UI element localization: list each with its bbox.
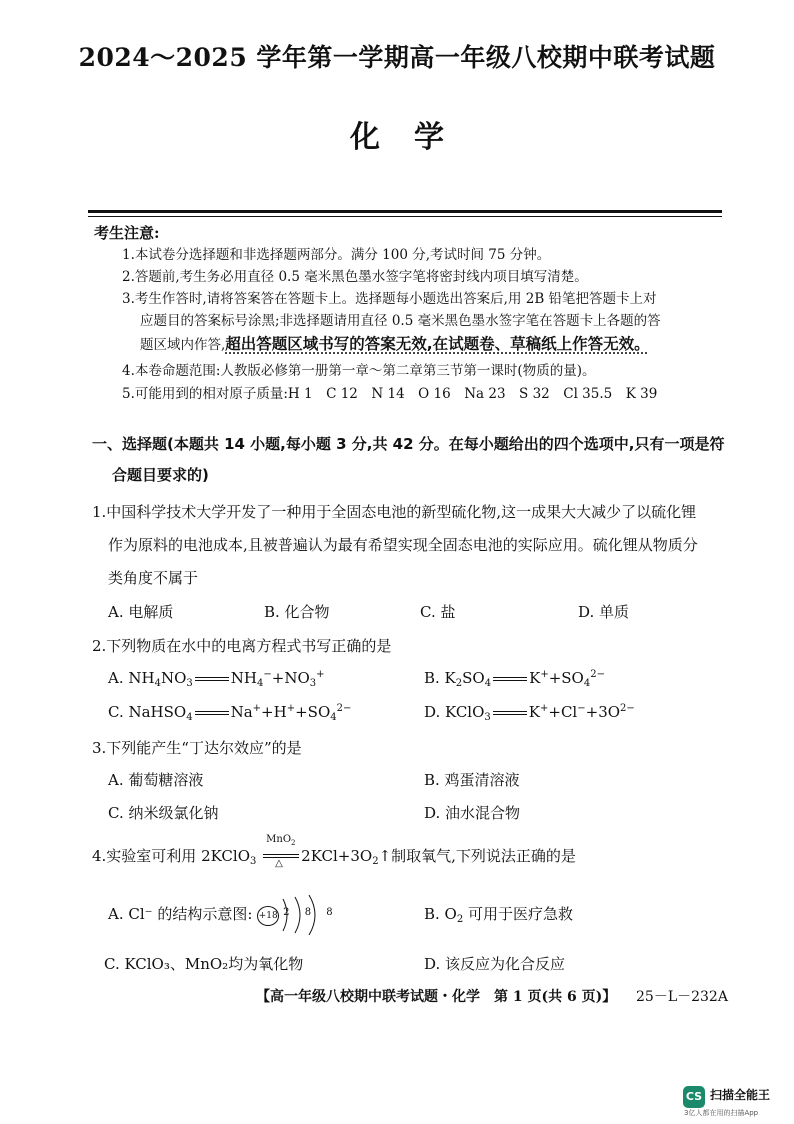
q3-option-b: B. 鸡蛋清溶液 [424, 771, 520, 789]
q1-stem-line2: 作为原料的电池成本,且被普遍认为最有希望实现全固态电池的实际应用。硫化锂从物质分 [108, 536, 698, 554]
q4-option-d: D. 该反应为化合反应 [424, 955, 566, 973]
cl-ion-structure-diagram [257, 905, 339, 925]
q1-stem-line1: 1.中国科学技术大学开发了一种用于全固态电池的新型硫化物,这一成果大大减少了以硫化锂 [92, 503, 697, 521]
q4-heat-symbol: △ [275, 858, 283, 869]
exam-title: 2024～2025 学年第一学期高一年级八校期中联考试题 [78, 43, 716, 72]
q4-option-c: C. KClO₃、MnO₂均为氧化物 [104, 955, 304, 973]
q4-stem-prefix: 4.实验室可利用 2KClO [92, 847, 250, 865]
header-rule-thick [88, 210, 722, 213]
q3-option-d: D. 油水混合物 [424, 804, 521, 822]
q3-option-c: C. 纳米级氯化钠 [108, 804, 219, 822]
q1-option-a: A. 电解质 [108, 603, 174, 621]
subject-title: 化学 [350, 120, 478, 155]
q4-option-a [108, 903, 339, 925]
notice-item-1: 1.本试卷分选择题和非选择题两部分。满分 100 分,考试时间 75 分钟。 [122, 247, 551, 263]
notice-heading: 考生注意: [94, 224, 160, 242]
q1-stem-line3: 类角度不属于 [108, 569, 199, 587]
q4-stem-suffix: ↑制取氧气,下列说法正确的是 [378, 847, 576, 865]
page-footer: 【高一年级八校期中联考试题・化学 第 1 页(共 6 页)】 [256, 989, 617, 1005]
q4-option-a-label: A. Cl⁻ 的结构示意图: [108, 905, 253, 923]
q2-option-c: C. NaHSO$_4$ $Na^++H^++SO_4^{2-}$ [108, 703, 352, 723]
q1-option-c: C. 盐 [420, 603, 456, 621]
q4-stem: 4.实验室可利用 2KClO$_3$ MnO$_2$ △ $2KCl+3O_2↑$制取氧气,下列说法正确的是 [92, 834, 576, 869]
notice-item-2: 2.答题前,考生务必用直径 0.5 毫米黑色墨水签字笔将密封线内项目填写清楚。 [122, 269, 588, 285]
q4-stem-mid: 2KCl+3O [301, 847, 373, 865]
q4-reaction-condition [261, 834, 301, 869]
electron-counts: 2 8 8 [283, 907, 339, 918]
paper-code: 25－L－232A [636, 989, 728, 1005]
q4-arrow-line-top [263, 854, 299, 855]
q1-option-d: D. 单质 [578, 603, 630, 621]
section-heading: 一、选择题(本题共 14 小题,每小题 3 分,共 42 分。在每小题给出的四个选项中,只有一项是符 [92, 435, 725, 453]
scanner-logo-icon: CS [683, 1086, 705, 1108]
notice-item-3: 3.考生作答时,请将答案答在答题卡上。选择题每小题选出答案后,用 2B 铅笔把答题卡上对 [122, 291, 657, 307]
notice-item-3-tail: 题区域内作答, [140, 337, 226, 353]
header-rule-thin [88, 216, 722, 217]
q4-catalyst-label: MnO$_2$ [266, 834, 296, 847]
q1-option-b: B. 化合物 [264, 603, 330, 621]
notice-item-3-cont: 应题目的答案标号涂黑;非选择题请用直径 0.5 毫米黑色墨水签字笔在答题卡上各题的答 [140, 313, 661, 329]
q3-stem: 3.下列能产生“丁达尔效应”的是 [92, 739, 302, 757]
q3-option-a: A. 葡萄糖溶液 [108, 771, 204, 789]
notice-item-3-end [140, 334, 650, 355]
q2-option-a: A. $NH_4NO_3$ $NH_4^-+NO_3^+$ [108, 669, 325, 689]
nucleus-circle: +18 [257, 906, 279, 926]
q4-option-b: B. $O_2$ 可用于医疗急救 [424, 905, 574, 925]
q2-option-b: B. $K_2SO_4$ $K^++SO_4^{2-}$ [424, 669, 605, 689]
section-heading-cont: 合题目要求的) [112, 466, 209, 484]
notice-item-4: 4.本卷命题范围:人教版必修第一册第一章～第二章第三节第一课时(物质的量)。 [122, 363, 596, 379]
q2-stem: 2.下列物质在水中的电离方程式书写正确的是 [92, 637, 392, 655]
notice-emphasis: 超出答题区域书写的答案无效,在试题卷、草稿纸上作答无效。 [225, 335, 650, 353]
scanner-tagline: 3亿人都在用的扫描App [684, 1109, 759, 1117]
scanner-app-name: 扫描全能王 [710, 1088, 771, 1102]
notice-item-5: 5.可能用到的相对原子质量:H 1 C 12 N 14 O 16 Na 23 S 32 Cl 35.5 K 39 [122, 386, 658, 402]
q2-option-d: D. KClO$_3$ $K^++Cl^-+3O^{2-}$ [424, 703, 635, 723]
